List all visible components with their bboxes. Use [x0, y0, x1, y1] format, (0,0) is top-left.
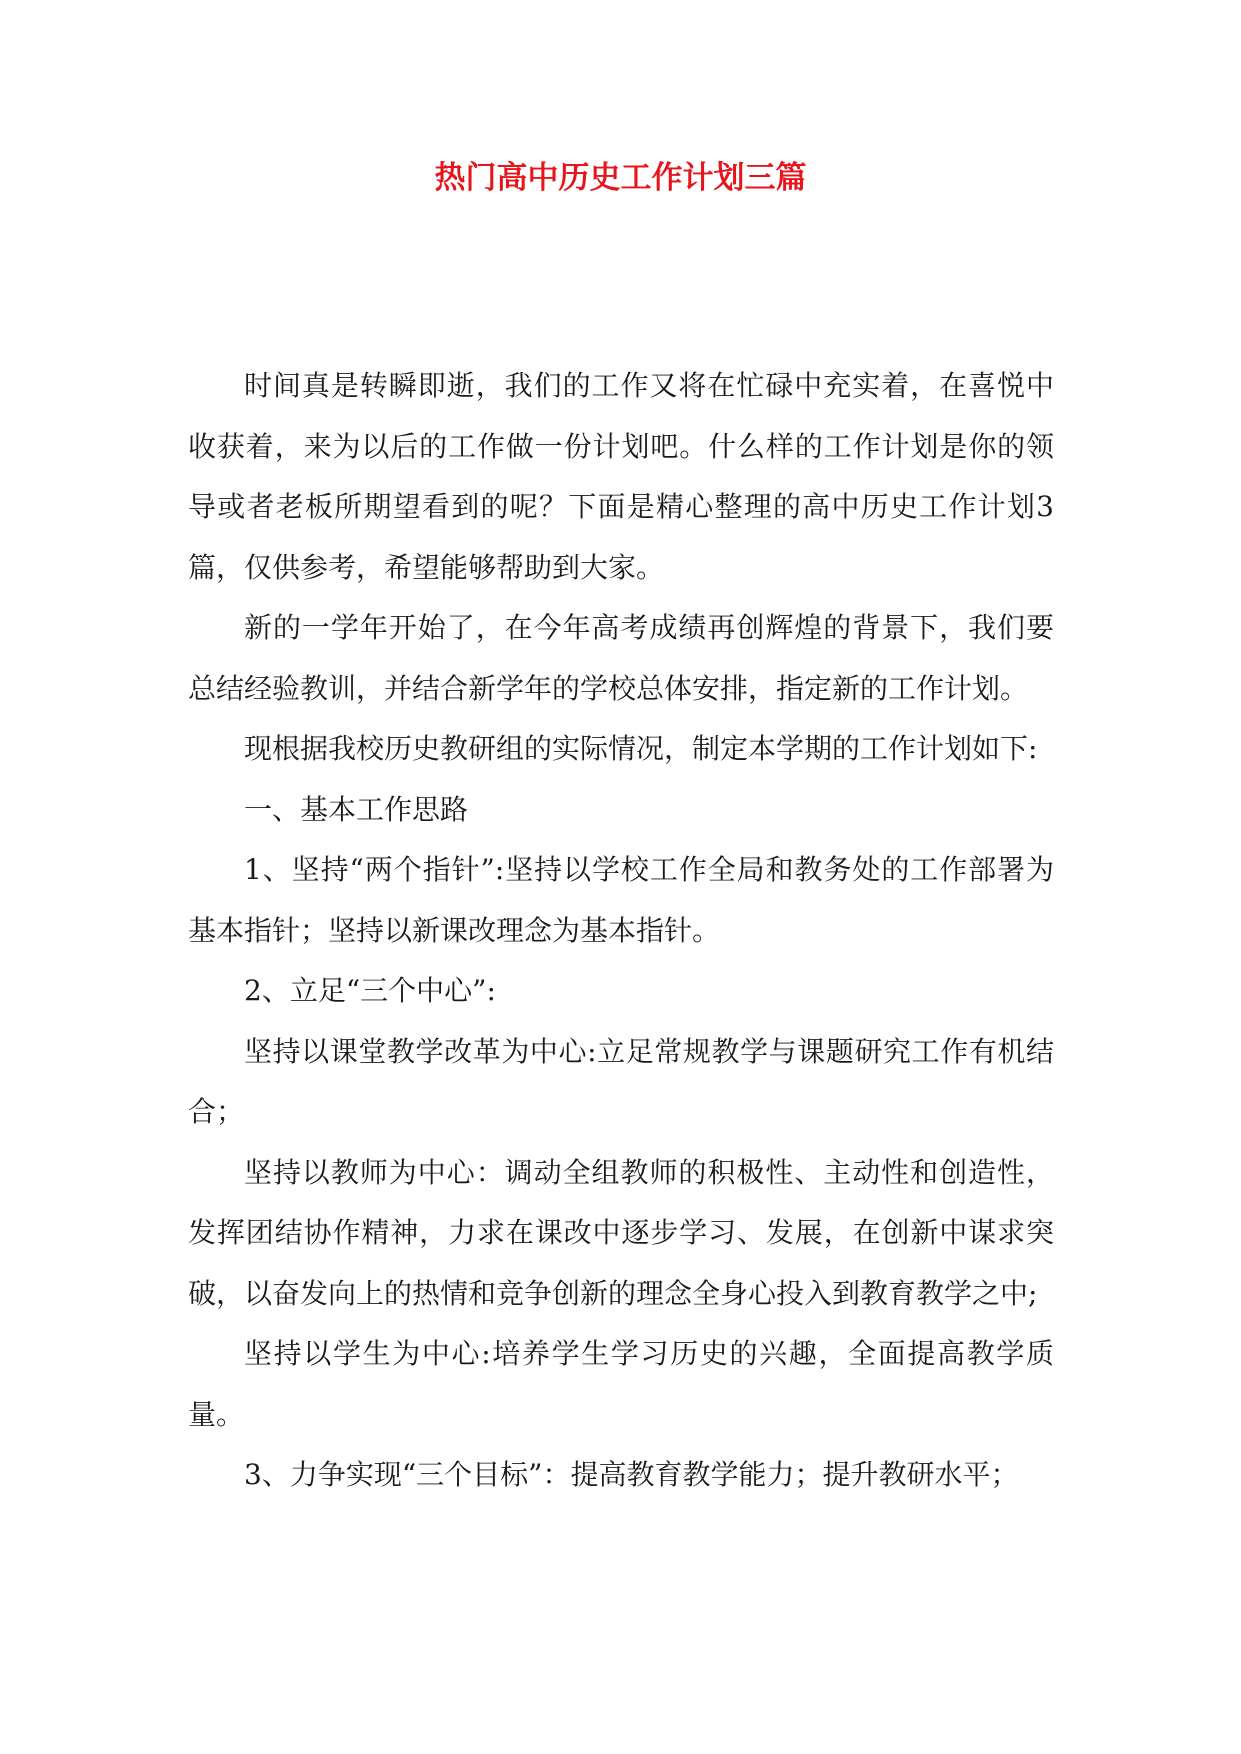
document-title: 热门高中历史工作计划三篇 [434, 160, 807, 196]
paragraph: 新的一学年开始了，在今年高考成绩再创辉煌的背景下，我们要总结经验教训，并结合新学年的学校总体安排，指定新的工作计划。 [188, 611, 1054, 705]
paragraph: 时间真是转瞬即逝，我们的工作又将在忙碌中充实着，在喜悦中收获着，来为以后的工作做一份计划吧。什么样的工作计划是你的领导或者老板所期望看到的呢？下面是精心整理的高中历史工作计划3篇，仅供参考，希望能够帮助到大家。 [188, 369, 1054, 584]
paragraph: 现根据我校历史教研组的实际情况，制定本学期的工作计划如下: [244, 732, 1038, 765]
document-body [188, 356, 1054, 1506]
section-heading: 一、基本工作思路 [244, 792, 469, 826]
paragraph: 1、坚持“两个指针”:坚持以学校工作全局和教务处的工作部署为基本指针；坚持以新课改理念为基本指针。 [188, 853, 1054, 947]
paragraph: 坚持以教师为中心：调动全组教师的积极性、主动性和创造性，发挥团结协作精神，力求在课改中逐步学习、发展，在创新中谋求突破，以奋发向上的热情和竞争创新的理念全身心投入到教育教学之中; [188, 1155, 1054, 1310]
paragraph: 3、力争实现“三个目标”：提高教育教学能力；提升教研水平； [244, 1458, 1019, 1491]
paragraph: 坚持以学生为中心:培养学生学习历史的兴趣，全面提高教学质量。 [188, 1337, 1054, 1431]
paragraph: 坚持以课堂教学改革为中心:立足常规教学与课题研究工作有机结合； [188, 1034, 1054, 1128]
paragraph: 2、立足“三个中心”: [244, 974, 496, 1007]
